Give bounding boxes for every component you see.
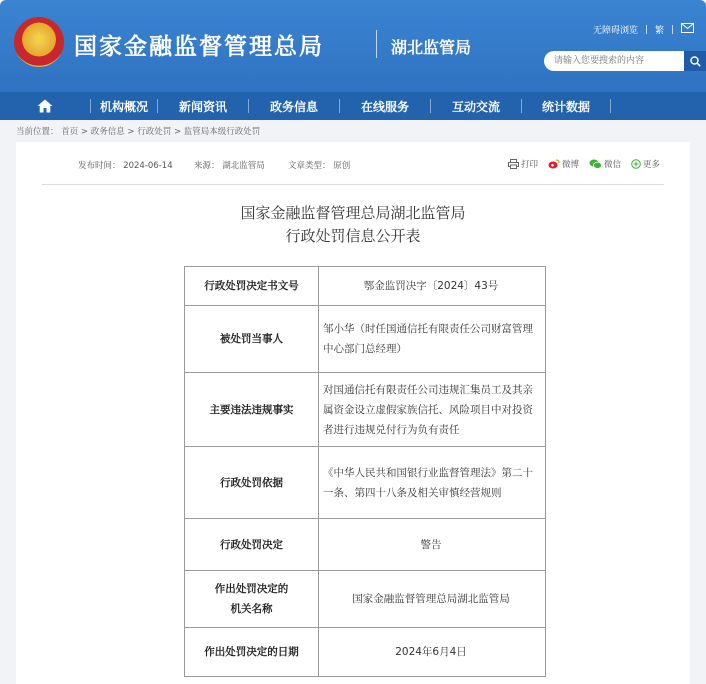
table-row [185,519,546,571]
weibo-label: 微博 [561,160,579,170]
search-input[interactable] [544,51,684,71]
nav-item-interaction[interactable]: 互动交流 [451,99,500,114]
nav-item-organization[interactable]: 机构概况 [99,99,148,114]
article-source: 来源： 湖北监管局 [194,161,265,171]
weibo-share-button[interactable] [548,158,579,170]
publish-time: 发布时间： 2024-06-14 [78,161,173,171]
row-value: 鄂金监罚决字〔2024〕43号 [319,267,546,306]
nav-separator [610,99,611,113]
row-label-line: 机关名称 [230,603,273,615]
row-value: 对国通信托有限责任公司违规汇集员工及其亲属资金设立虚假家族信托、风险项目中对投资者进行违规兑付行为负有责任 [319,373,546,447]
row-value: 邹小华（时任国通信托有限责任公司财富管理中心部门总经理） [319,306,546,373]
row-label: 行政处罚依据 [185,447,319,519]
table-row [185,447,546,519]
weibo-icon [548,159,560,169]
article-meta [42,154,664,176]
row-value: 国家金融监督管理总局湖北监管局 [319,571,546,628]
wechat-label: 微信 [603,160,621,170]
title-divider [376,30,377,58]
document-subtitle: 行政处罚信息公开表 [285,227,421,245]
article-type: 文章类型： 原创 [288,161,351,171]
penalty-info-table [184,266,546,677]
plus-circle-icon [631,159,641,169]
top-link-separator [646,25,647,34]
accessibility-link[interactable]: 无障碍浏览 [592,25,638,36]
table-row [185,267,546,306]
row-value: 2024年6月4日 [319,628,546,677]
home-icon [37,99,53,113]
nav-item-online-services[interactable]: 在线服务 [360,99,409,114]
print-label: 打印 [520,160,538,170]
wechat-share-button[interactable] [589,158,621,170]
meta-divider [42,184,664,185]
printer-icon [508,159,519,169]
print-button[interactable] [508,158,538,170]
row-label [185,571,319,628]
emblem-star-icon: ★ [31,28,47,47]
table-row [185,373,546,447]
breadcrumb[interactable]: 当前位置： 首页 > 政务信息 > 行政处罚 > 监管局本级行政处罚 [16,127,261,137]
wechat-icon [589,159,602,169]
row-value: 警告 [319,519,546,571]
row-label: 作出处罚决定的日期 [185,628,319,677]
nav-home[interactable] [0,92,90,120]
row-label: 被处罚当事人 [185,306,319,373]
nav-item-statistics[interactable]: 统计数据 [541,99,590,114]
search-button[interactable] [684,51,706,71]
row-label-line: 作出处罚决定的 [214,583,289,595]
table-row [185,571,546,628]
national-emblem-icon[interactable] [14,17,64,67]
row-label: 行政处罚决定书文号 [185,267,319,306]
table-row [185,306,546,373]
document-title: 国家金融监督管理总局湖北监管局 [240,204,466,222]
site-header [0,0,706,92]
nav-item-news[interactable]: 新闻资讯 [178,99,227,114]
branch-name[interactable]: 湖北监管局 [391,38,472,57]
main-nav [0,92,706,120]
site-title[interactable]: 国家金融监督管理总局 [74,33,324,60]
row-label: 主要违法违规事实 [185,373,319,447]
mail-icon[interactable] [681,23,694,36]
more-share-button[interactable] [631,158,660,170]
nav-item-government-info[interactable]: 政务信息 [269,99,318,114]
table-row [185,628,546,677]
traditional-chinese-link[interactable]: 繁 [654,25,664,36]
top-links [593,21,694,37]
more-label: 更多 [642,160,660,170]
row-label: 行政处罚决定 [185,519,319,571]
top-link-separator [672,25,673,34]
search-icon [690,56,701,67]
row-value: 《中华人民共和国银行业监督管理法》第二十一条、第四十八条及相关审慎经营规则 [319,447,546,519]
share-bar [508,158,660,170]
article-panel [16,142,690,684]
